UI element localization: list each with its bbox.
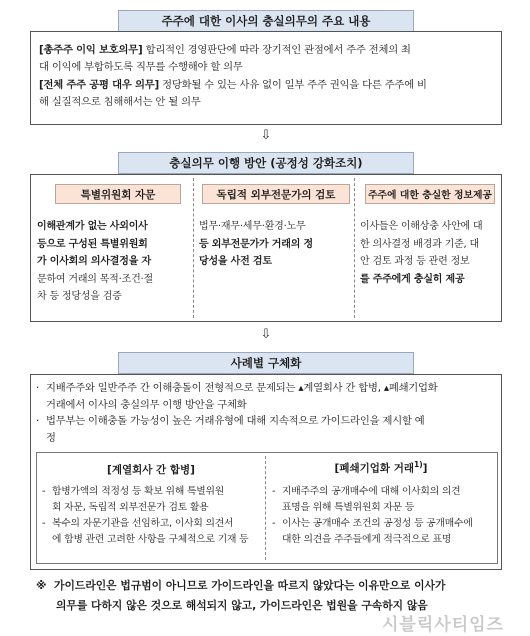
merger-body [42, 484, 264, 548]
measure-1-heading-text: 특별위원회 자문 [80, 188, 156, 201]
down-arrow-icon: ⇩ [260, 128, 272, 143]
merger-heading: [계열회사 간 합병] [107, 464, 195, 476]
down-arrow-icon: ⇩ [260, 327, 272, 342]
section1-title [118, 10, 414, 32]
duty-item-1-text-b: 대 이익에 부합하도록 직무를 수행해야 할 의무 [39, 60, 243, 73]
duties-box [30, 31, 502, 125]
merger-bullet-2: - 복수의 자문기관을 선임하고, 이사회 의견서 에 합병 관련 고려한 사항을 구체적으로 기재 등 [42, 518, 249, 545]
section2-title [118, 152, 414, 174]
measure-3-line: 안 검토 과정 등 관련 정보 [360, 256, 470, 267]
duty-item-1-text-a: 합리적인 경영판단에 따라 장기적인 관점에서 주주 전체의 최 [142, 44, 411, 56]
measure-2-heading-text: 독립적 외부전문가의 검토 [216, 188, 336, 201]
section3-title-text: 사례별 구체화 [230, 356, 302, 370]
going-private-bullet-1: - 지배주주의 공개매수에 대해 이사회의 의견 표명을 위해 특별위원회 자문 등 [272, 486, 461, 513]
cases-inner-divider [265, 456, 266, 560]
measure-3-line: 를 주주에게 충실히 제공 [360, 273, 465, 285]
note-mark: ※ [36, 579, 47, 592]
measures-divider-1 [193, 178, 194, 318]
measure-2-body [199, 218, 352, 271]
cases-bullets [36, 380, 498, 446]
measure-1-line: 문하여 거래의 목적·조건·절 [37, 273, 153, 285]
cases-bullet-1: · 지배주주와 일반주주 간 이해충돌이 전형적으로 문제되는 ▴계열회사 간 합병, ▴폐쇄기업화 거래에서 이사의 충실의무 이행 방안을 구체화 [36, 382, 438, 411]
note-line-1: 가이드라인은 법규범이 아니므로 가이드라인을 따르지 않았다는 이유만으로 이사가 [54, 579, 446, 592]
measure-2-line: 법무·재무·세무·환경·노무 [199, 221, 306, 232]
measure-3-body [360, 218, 500, 288]
duty-item-1 [39, 42, 493, 75]
merger-bullet-1: - 합병가액의 적정성 등 확보 위해 특별위원 회 자문, 독립적 외부전문가 검토 활용 [42, 486, 225, 513]
footnote-ref: 1) [414, 460, 423, 469]
section3-title [118, 352, 414, 374]
going-private-heading: [폐쇄기업화 거래$^{1)}$] [334, 460, 428, 475]
duty-item-2-text-a: 정당화될 수 있는 사유 없이 일부 주주 권익을 다른 주주에 비 [159, 79, 427, 91]
measure-2-line: 등 외부전문가가 거래의 정 [199, 238, 313, 250]
measure-3-line: 한 의사결정 배경과 기준, 대 [360, 238, 479, 250]
going-private-body [272, 484, 496, 548]
section2-title-text: 충실의무 이행 방안 (공정성 강화조치) [169, 156, 363, 170]
measures-divider-2 [354, 178, 355, 318]
measure-1-heading [55, 184, 181, 204]
note-line-2: 의무를 다하지 않은 것으로 해석되지 않고, 가이드라인은 법원을 구속하지 않음 [56, 599, 428, 612]
measure-1-line: 이해관계가 없는 사외이사 [37, 221, 148, 232]
measure-3-line: 이사들은 이해상충 사안에 대 [360, 221, 483, 232]
measure-3-heading [365, 184, 495, 204]
measure-3-heading-text: 주주에 대한 충실한 정보제공 [368, 190, 492, 201]
duty-item-1-label: [총주주 이익 보호의무] [39, 44, 143, 56]
measure-2-line: 당성을 사전 검토 [199, 256, 272, 267]
going-private-bullet-2: - 이사는 공개매수 조건의 공정성 등 공개매수에 대한 의견을 주주들에게 적극적으로 표명 [272, 518, 473, 545]
cases-bullet-2: · 법무부는 이해충돌 가능성이 높은 거래유형에 대해 지속적으로 가이드라인을 제시할 예 정 [36, 415, 425, 444]
measure-1-body [37, 218, 193, 306]
measure-1-line: 가 이사회의 의사결정을 자 [37, 256, 151, 267]
measure-1-line: 등으로 구성된 특별위원회 [37, 238, 148, 250]
watermark-logo: 시블릭사티임즈 [382, 615, 504, 635]
duty-item-2-text-b: 해 실질적으로 침해해서는 안 될 의무 [39, 95, 201, 108]
measure-2-heading [202, 184, 350, 204]
section1-title-text: 주주에 대한 이사의 충실의무의 주요 내용 [161, 14, 371, 28]
duty-item-2 [39, 77, 493, 110]
duty-item-2-label: [전체 주주 공평 대우 의무] [39, 79, 160, 91]
measure-1-line: 차 등 정당성을 검증 [37, 291, 122, 302]
